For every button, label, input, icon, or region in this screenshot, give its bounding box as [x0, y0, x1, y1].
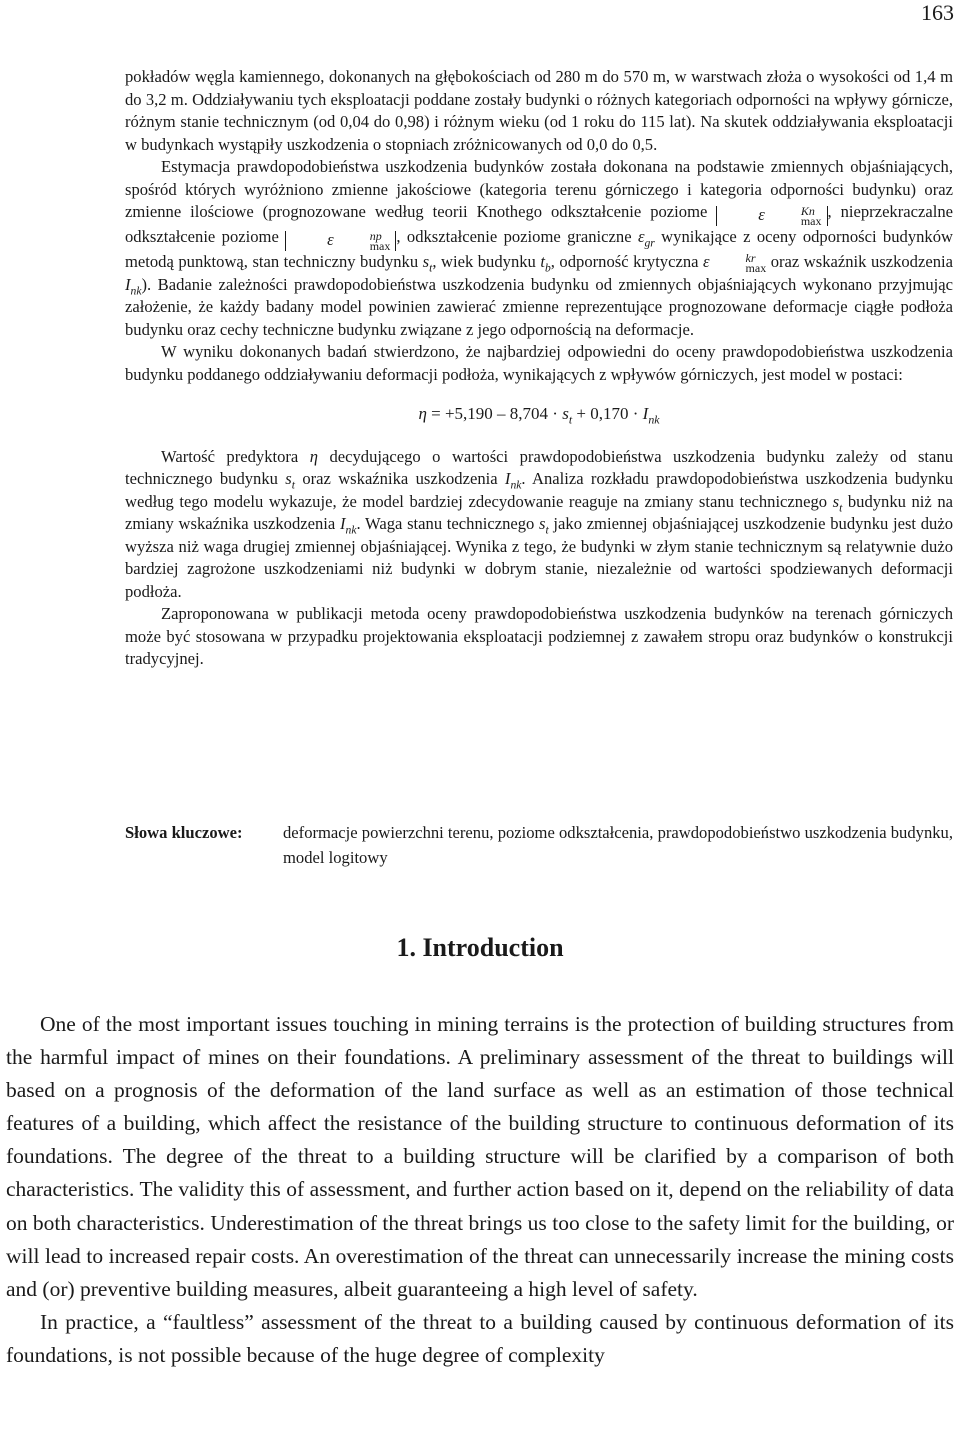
- abstract-paragraph-4: Wartość predyktora η decydującego o wartości prawdopodobieństwa uszkodzenia budynku zależy od stanu technicznego budynku $s_t$ oraz wskaźnika uszkodzenia $I_{nk}$. Analiza rozkładu prawdopodobieństwa uszkodzenia budynku według tego modelu wykazuje, że model bardziej zdecydowanie reaguje na zmiany stanu technicznego $s_t$ budynku niż na zmiany wskaźnika uszkodzenia $I_{nk}$. Waga stanu technicznego $s_t$ jako zmiennej objaśniającej uszkodzenie budynku jest dużo wyższa niż waga drugiej zmiennej objaśniającej. Wynika z tego, że budynki w złym stanie technicznym są relatywnie dużo bardziej zagrożone uszkodzeniami niż budynki w dobrym stanie, niezależnie od wartości spodziewanych deformacji podłoża.: [125, 446, 953, 601]
- section-title: 1. Introduction: [396, 933, 564, 962]
- abstract-paragraph-1: pokładów węgla kamiennego, dokonanych na głębokościach od 280 m do 570 m, w warstwach złoża o wysokości od 1,4 m do 3,2 m. Oddziaływaniu tych eksploatacji poddane zostały budynki o różnych kategoriach odporności na wpływy górnicze, różnym stanie technicznym (od 0,04 do 0,98) i różnym wieku (od 1 roku do 115 lat). Na skutek oddziaływania eksploatacji w budynkach wystąpiły uszkodzenia o stopniach zróżnicowanych od 0,0 do 0,5.: [125, 67, 953, 154]
- intro-paragraph-2: In practice, a “faultless” assessment of the threat to a building caused by continuous deformation of its foundations, is not possible because of the huge degree of complexity: [6, 1309, 954, 1367]
- logit-model-formula: $\eta = +5,190 - 8,704 \cdot s_t + 0,170 \cdot I_{nk}$: [418, 404, 660, 427]
- intro-paragraph-1: One of the most important issues touching in mining terrains is the protection of building structures from the harmful impact of mines on their foundations. A preliminary assessment of the threat to buildings will based on a prognosis of the deformation of the land surface as well as an estimation of those technical features of a building, which affect the resistance of the building structure to continuous deformation of its foundations. The degree of the threat to a building structure will be clarified by a comparison of both characteristics. The validity this of assessment, and further action based on it, depend on the reliability of data on both characteristics. Underestimation of the threat brings us too close to the safety limit for the building, or will lead to increased repair costs. An overestimation of the threat can unnecessarily increase the mining costs and (or) preventive building measures, albeit guaranteeing a high level of safety.: [6, 1012, 954, 1301]
- keywords-label: Słowa kluczowe:: [125, 823, 243, 842]
- page-number: 163: [921, 0, 954, 25]
- abstract-paragraph-5: Zaproponowana w publikacji metoda oceny prawdopodobieństwa uszkodzenia budynków na terenach górniczych może być stosowana w przypadku projektowania eksploatacji podziemnej z zawałem stropu oraz budynków o konstrukcji tradycyjnej.: [125, 604, 953, 668]
- keywords-text: deformacje powierzchni terenu, poziome odkształcenia, prawdopodobieństwo uszkodzenia budynku, model logitowy: [283, 823, 953, 867]
- abstract-paragraph-2: Estymacja prawdopodobieństwa uszkodzenia budynków została dokonana na podstawie zmiennych objaśniających, spośród których wyróżniono zmienne jakościowe (kategoria terenu górniczego i kategoria odporności budynku) oraz zmienne ilościowe (prognozowane według teorii Knothego odkształcenie poziome ε Kn max , nieprzekraczalne odkształcenie poziome ε np max , odkształcenie poziome graniczne $\varepsilon_{gr}$ wynikające z oceny odporności budynków metodą punktową, stan techniczny budynku $s_t$, wiek budynku $t_b$, odporność krytyczna ε kr max oraz wskaźnik uszkodzenia $I_{nk}$). Badanie zależności prawdopodobieństwa uszkodzenia budynku od zmiennych objaśniających wykonano przyjmując założenie, że każdy badany model powinien zawierać zmienne reprezentujące prognozowane deformacje ciągłe podłoża budynku oraz cechy techniczne budynku związane z jego odpornością na deformacje.: [125, 157, 953, 339]
- introduction-body: [6, 1008, 954, 1372]
- epsilon-np-max-term: ε np max: [285, 231, 396, 251]
- abstract-paragraph-3: W wyniku dokonanych badań stwierdzono, że najbardziej odpowiedni do oceny prawdopodobieństwa uszkodzenia budynku poddanego oddziaływaniu deformacji podłoża, wynikających z wpływów górniczych, jest model w postaci:: [125, 342, 953, 384]
- polish-abstract: [125, 66, 953, 671]
- epsilon-kn-max-term: ε Kn max: [716, 206, 827, 226]
- keywords-block: [125, 820, 953, 870]
